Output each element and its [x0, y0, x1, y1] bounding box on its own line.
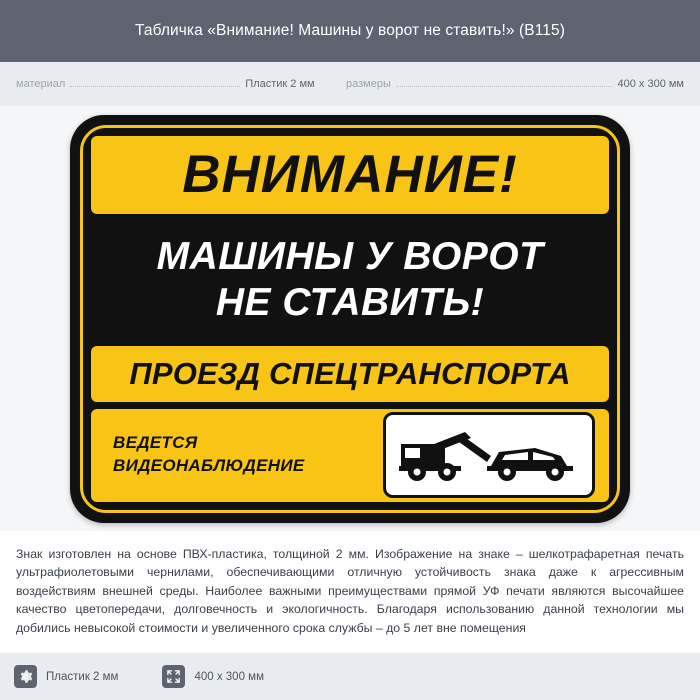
sign-main-band — [91, 221, 609, 339]
spec-bar — [0, 62, 700, 106]
sign-plate — [70, 115, 630, 523]
page-header — [0, 0, 700, 62]
sign-plate-inner — [80, 125, 620, 513]
footer-material — [14, 665, 118, 688]
resize-arrows-icon — [162, 665, 185, 688]
sign-attention-band — [91, 136, 609, 214]
sign-transit-band — [91, 346, 609, 402]
spec-material — [16, 78, 346, 90]
spec-material-label: материал — [16, 78, 66, 90]
spec-material-value: Пластик 2 мм — [245, 78, 315, 90]
tow-truck-pictogram-box — [383, 412, 595, 498]
gear-icon — [14, 665, 37, 688]
spec-size-dots — [396, 86, 613, 87]
footer-size — [162, 665, 264, 688]
page-title: Табличка «Внимание! Машины у ворот не ставить!» (B115) — [134, 22, 565, 39]
sign-video-text — [113, 432, 305, 478]
sign-video-line2: ВИДЕОНАБЛЮДЕНИЕ — [113, 456, 305, 475]
sign-main-line2: НЕ СТАВИТЬ! — [215, 280, 485, 324]
spec-size — [346, 78, 684, 90]
product-description: Знак изготовлен на основе ПВХ-пластика, толщиной 2 мм. Изображение на знаке – шелкотрафаретная печать ультрафиолетовыми чернилами, обеспечивающими отличную устойчивость знака даже к агрессивным воздействиям внешней среды. Наиболее важными преимуществами прямой УФ печати являются высочайшее качество цветопередачи, долговечность и экологичность. Благодаря использованию данной технологии мы добились невысокой стоимости и увеличенного срока службы – до 5 лет вне помещения — [16, 547, 684, 635]
footer-size-value: 400 x 300 мм — [194, 670, 264, 683]
page-footer — [0, 653, 700, 700]
spec-size-label: размеры — [346, 78, 391, 90]
sign-transit-text: ПРОЕЗД СПЕЦТРАНСПОРТА — [129, 356, 571, 391]
tow-truck-icon — [395, 422, 583, 488]
spec-size-value: 400 x 300 мм — [617, 78, 684, 90]
sign-preview-area — [0, 106, 700, 531]
sign-bottom-band — [91, 409, 609, 502]
sign-main-line1: МАШИНЫ У ВОРОТ — [156, 235, 544, 279]
spec-material-dots — [70, 86, 240, 87]
sign-video-line1: ВЕДЕТСЯ — [113, 433, 198, 453]
sign-attention-text: ВНИМАНИЕ! — [182, 145, 518, 204]
footer-material-value: Пластик 2 мм — [46, 670, 119, 683]
